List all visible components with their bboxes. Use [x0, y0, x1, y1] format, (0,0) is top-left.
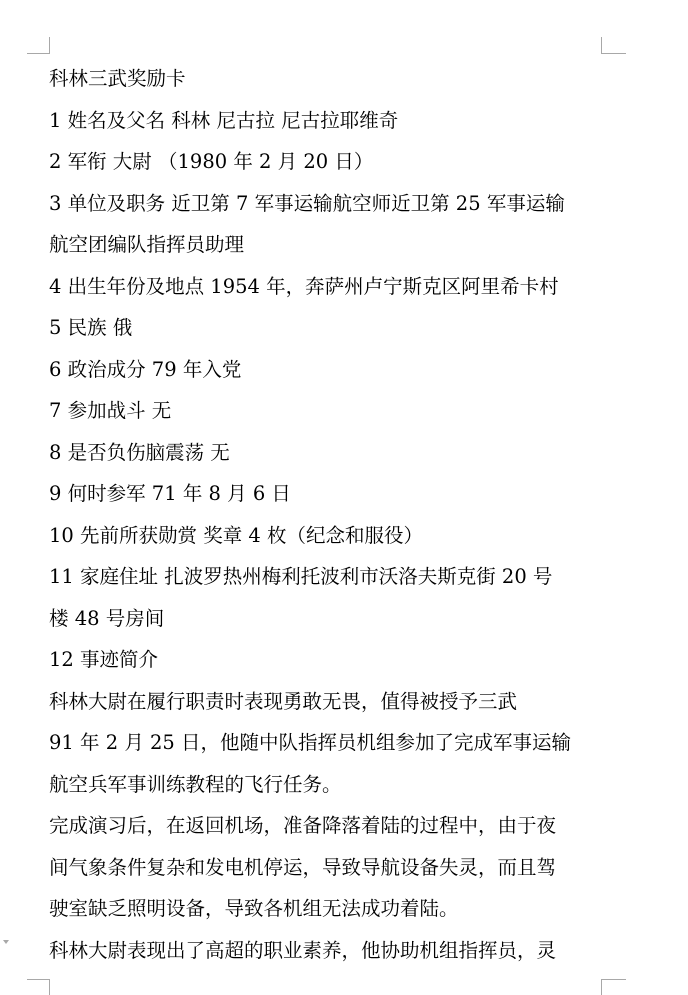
field-birth: 4 出生年份及地点 1954 年，奔萨州卢宁斯克区阿里希卡村 [49, 274, 559, 298]
field-rank: 2 军衔 大尉 （1980 年 2 月 20 日） [49, 150, 374, 173]
field-awards: 10 先前所获勋赏 奖章 4 枚（纪念和服役） [49, 523, 424, 547]
field-ethnicity: 5 民族 俄 [49, 316, 133, 339]
field-enlisted: 9 何时参军 71 年 8 月 6 日 [49, 482, 291, 505]
summary-line-5: 间气象条件复杂和发电机停运，导致导航设备失灵，而且驾 [49, 855, 557, 879]
field-unit-line2: 航空团编队指挥员助理 [49, 233, 245, 256]
summary-line-3: 航空兵军事训练教程的飞行任务。 [49, 772, 342, 796]
summary-line-2: 91 年 2 月 25 日，他随中队指挥员机组参加了完成军事运输 [49, 731, 572, 754]
field-unit-line1: 3 单位及职务 近卫第 7 军事运输航空师近卫第 25 军事运输 [49, 191, 565, 215]
summary-line-4: 完成演习后，在返回机场，准备降落着陆的过程中，由于夜 [49, 814, 557, 837]
field-political: 6 政治成分 79 年入党 [49, 357, 242, 381]
page-corner-mark-top-left [27, 37, 50, 54]
summary-line-7: 科林大尉表现出了高超的职业素养，他协助机组指挥员，灵 [49, 938, 557, 962]
field-injury: 8 是否负伤脑震荡 无 [49, 440, 230, 464]
page-corner-mark-top-right [601, 37, 626, 54]
page-corner-mark-bottom-left [27, 979, 50, 995]
margin-marker-icon [3, 940, 9, 944]
field-combat: 7 参加战斗 无 [49, 399, 172, 422]
field-summary-heading: 12 事迹简介 [49, 648, 159, 671]
field-address-line1: 11 家庭住址 扎波罗热州梅利托波利市沃洛夫斯克街 20 号 [49, 565, 553, 588]
summary-line-6: 驶室缺乏照明设备，导致各机组无法成功着陆。 [49, 897, 459, 920]
page-corner-mark-bottom-right [601, 979, 626, 995]
field-name: 1 姓名及父名 科林 尼古拉 尼古拉耶维奇 [49, 108, 399, 132]
field-address-line2: 楼 48 号房间 [49, 606, 165, 630]
summary-line-1: 科林大尉在履行职责时表现勇敢无畏，值得被授予三武 [49, 689, 518, 713]
document-title: 科林三武奖励卡 [49, 67, 186, 90]
document-body [49, 58, 609, 971]
